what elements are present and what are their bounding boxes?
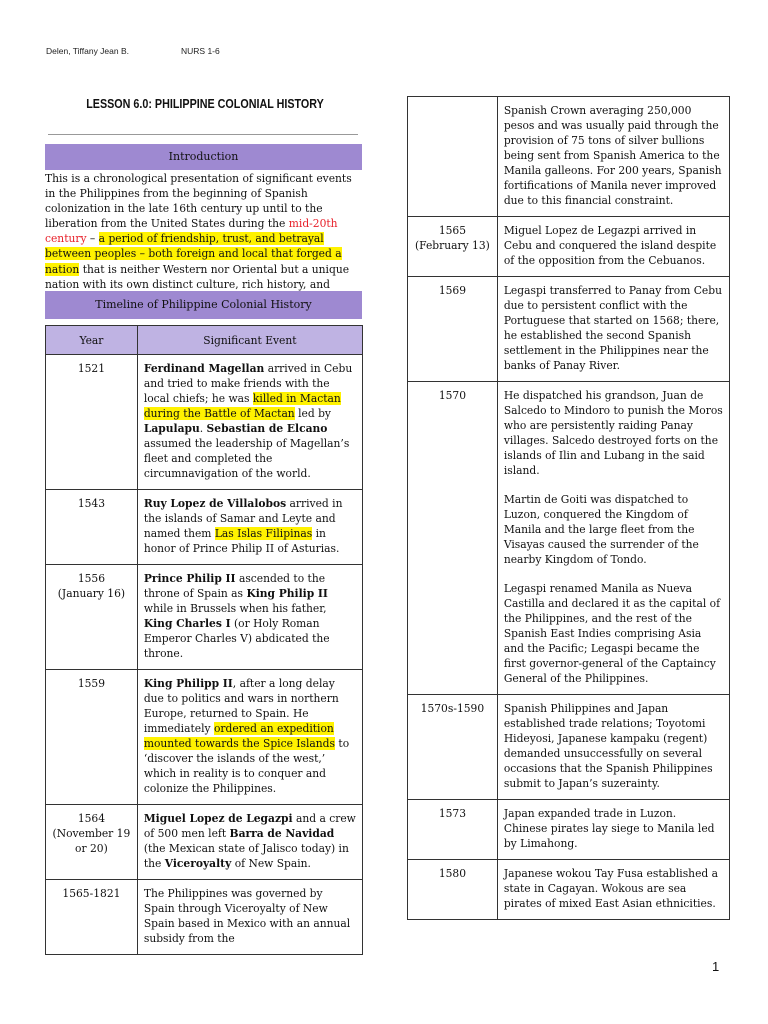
table-row — [408, 217, 730, 277]
year-value: 1564 — [77, 812, 106, 825]
event-text: . — [199, 422, 207, 435]
event-bold: Ruy Lopez de Villalobos — [143, 497, 287, 510]
event-cell — [137, 805, 362, 880]
event-bold: Sebastian de Elcano — [206, 422, 328, 435]
event-bold: Prince Philip II — [143, 572, 236, 585]
event-highlight: Las Islas Filipinas — [214, 527, 313, 540]
table-row — [408, 860, 730, 920]
event-cell — [137, 880, 362, 955]
event-cell — [137, 490, 362, 565]
event-paragraph: Martin de Goiti was dispatched to Luzon, conquered the Kingdom of Manila and the large fleet from the Visayas caused the surrender of the nearby Kingdom of Tondo. — [503, 493, 699, 566]
year-cell: 1565-1821 — [46, 880, 138, 955]
student-name: Delen, Tiffany Jean B. — [46, 46, 130, 56]
event-text: led by — [294, 407, 331, 420]
event-bold: Viceroyalty — [164, 857, 232, 870]
event-bold: King Philip II — [246, 587, 328, 600]
event-cell — [497, 800, 729, 860]
event-cell — [137, 670, 362, 805]
year-cell — [408, 217, 498, 277]
event-text: in honor of Prince Philip II of Asturias. — [143, 527, 340, 555]
year-cell: 1543 — [46, 490, 138, 565]
event-paragraph: Legaspi transferred to Panay from Cebu due to persistent conflict with the Portuguese that started on 1568; there, he established the second Spanish settlement in the Philippines near the banks of Panay River. — [503, 284, 722, 372]
event-paragraph: Japan expanded trade in Luzon. Chinese pirates lay siege to Manila led by Limahong. — [503, 807, 715, 850]
event-bold: Barra de Navidad — [229, 827, 335, 840]
col-header-year: Year — [46, 326, 138, 355]
event-paragraph: He dispatched his grandson, Juan de Salcedo to Mindoro to punish the Moros who are persistently raiding Panay villages. Salcedo destroyed forts on the islands of Ilin and Lubang in the said island. — [503, 389, 723, 477]
event-text: The Philippines was governed by Spain through Viceroyalty of New Spain based in Mexico with an annual subsidy from the — [143, 887, 351, 945]
event-text: arrived in Cebu and tried to make friends with the local chiefs; he was — [143, 362, 353, 405]
year-detail: (January 16) — [57, 587, 126, 600]
year-cell: 1569 — [408, 277, 498, 382]
event-bold: King Philipp II — [143, 677, 233, 690]
event-paragraph: Spanish Philippines and Japan established trade relations; Toyotomi Hideyosi, Japanese kampaku (regent) demanded unsuccessfully on several occasions that the Spanish Philippines submit to Japan’s suzerainty. — [503, 702, 713, 790]
event-paragraph: Miguel Lopez de Legazpi arrived in Cebu and conquered the island despite of the opposition from the Cebuanos. — [503, 224, 717, 267]
table-row — [46, 490, 363, 565]
event-text: of New Spain. — [231, 857, 311, 870]
year-cell — [408, 97, 498, 217]
year-detail: (November 19 or 20) — [52, 827, 131, 855]
table-row — [46, 355, 363, 490]
year-cell: 1559 — [46, 670, 138, 805]
year-cell: 1570 — [408, 382, 498, 695]
event-text: , after a long delay due to politics and wars in northern Europe, returned to Spain. He immediately — [143, 677, 339, 735]
table-row — [408, 695, 730, 800]
event-cell — [137, 565, 362, 670]
event-text: to ‘discover the islands of the west,’ which in reality is to conquer and colonize the Philippines. — [143, 737, 350, 795]
event-cell — [497, 860, 729, 920]
intro-dash: – — [86, 232, 99, 246]
event-cell — [137, 355, 362, 490]
year-cell — [46, 565, 138, 670]
table-row — [46, 565, 363, 670]
table-row — [46, 880, 363, 955]
event-cell — [497, 217, 729, 277]
lesson-title: LESSON 6.0: PHILIPPINE COLONIAL HISTORY — [86, 97, 324, 111]
event-bold: Lapulapu — [143, 422, 200, 435]
table-row — [46, 670, 363, 805]
year-cell: 1570s-1590 — [408, 695, 498, 800]
intro-part2: that is neither Western nor Oriental but a unique nation with its own distinct culture, rich history, and — [45, 262, 350, 291]
table-row — [408, 97, 730, 217]
year-detail: (February 13) — [414, 239, 490, 252]
year-value: 1565 — [438, 224, 467, 237]
page-number: 1 — [712, 959, 720, 974]
event-bold: Ferdinand Magellan — [143, 362, 265, 375]
year-cell — [46, 805, 138, 880]
event-paragraph: Japanese wokou Tay Fusa established a state in Cagayan. Wokous are sea pirates of mixed East Asian ethnicities. — [503, 867, 718, 910]
event-bold: Miguel Lopez de Legazpi — [143, 812, 293, 825]
event-bold: King Charles I — [143, 617, 231, 630]
table-row — [408, 277, 730, 382]
event-text: assumed the leadership of Magellan’s fleet and completed the circumnavigation of the world. — [143, 437, 350, 480]
event-highlight: killed in Mactan during the Battle of Mactan — [143, 392, 341, 420]
event-paragraph: Spanish Crown averaging 250,000 pesos and was usually paid through the provision of 75 tons of silver bullions being sent from Spanish America to the Manila galleons. For 200 years, Spanish fortifications of Manila never improved due to this financial constraint. — [503, 104, 722, 207]
table-row — [46, 805, 363, 880]
col-header-event: Significant Event — [137, 326, 362, 355]
year-cell: 1580 — [408, 860, 498, 920]
event-text: and a crew of 500 men left — [143, 812, 356, 840]
event-text: arrived in the islands of Samar and Leyte and named them — [143, 497, 343, 540]
table-row — [408, 800, 730, 860]
event-highlight: ordered an expedition mounted towards the Spice Islands — [143, 722, 335, 750]
year-cell: 1521 — [46, 355, 138, 490]
timeline-table-right — [407, 96, 730, 920]
event-text: (or Holy Roman Emperor Charles V) abdicated the throne. — [143, 617, 330, 660]
event-paragraph: Legaspi renamed Manila as Nueva Castilla and declared it as the capital of the Philippines, and the rest of the Spanish East Indies comprising Asia and the Pacific; Legaspi became the first governor-general of the Captaincy General of the Philippines. — [503, 582, 721, 685]
table-row — [408, 382, 730, 695]
event-cell — [497, 382, 729, 695]
event-cell — [497, 277, 729, 382]
intro-highlight: a period of friendship, trust, and betrayal between peoples – both foreign and local that forged a nation — [45, 232, 342, 276]
event-text: while in Brussels when his father, — [143, 602, 327, 615]
event-cell — [497, 97, 729, 217]
event-cell — [497, 695, 729, 800]
event-text: (the Mexican state of Jalisco today) in the — [143, 842, 349, 870]
intro-red-text: mid-20th century — [45, 217, 338, 246]
course-code: NURS 1-6 — [181, 46, 220, 56]
introduction-heading: Introduction — [45, 144, 362, 170]
introduction-text — [45, 171, 363, 307]
timeline-heading: Timeline of Philippine Colonial History — [45, 291, 362, 319]
title-divider — [48, 134, 358, 135]
year-value: 1556 — [77, 572, 106, 585]
timeline-table-left — [45, 325, 363, 955]
year-cell: 1573 — [408, 800, 498, 860]
intro-part1: This is a chronological presentation of significant events in the Philippines from the beginning of Spanish colonization in the late 16th century up until to the liberation from the United States during the — [45, 172, 352, 231]
table-header-row — [46, 326, 363, 355]
event-text: ascended to the throne of Spain as — [143, 572, 326, 600]
